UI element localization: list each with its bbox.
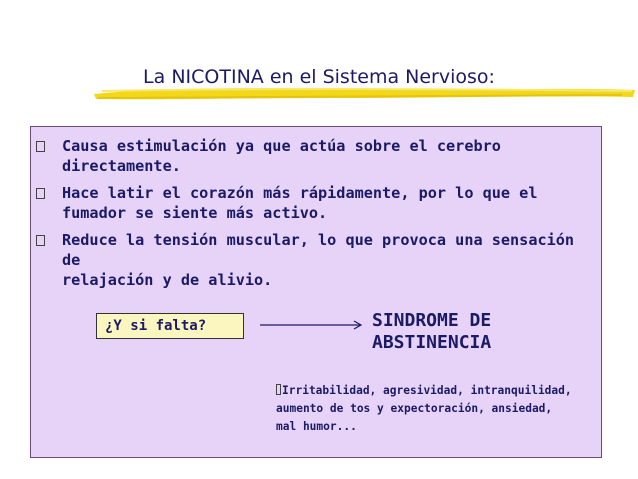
symptoms-text — [276, 382, 596, 436]
result-line: ABSTINENCIA — [372, 332, 492, 353]
symptoms-line: aumento de tos y expectoración, ansiedad, — [276, 402, 553, 415]
bullet-item — [36, 136, 596, 176]
slide-title: La NICOTINA en el Sistema Nervioso: — [143, 66, 495, 88]
bullet-marker-icon — [36, 141, 45, 152]
bullet-text: relajación y de alivio. — [62, 271, 273, 289]
symptoms-line: Irritabilidad, agresividad, intranquilidad, — [282, 384, 572, 397]
arrow-right-icon — [260, 318, 366, 332]
bullet-marker-icon — [36, 235, 45, 246]
bullet-item — [36, 183, 596, 223]
symptoms-line: mal humor... — [276, 420, 357, 433]
bullet-text: Reduce la tensión muscular, lo que provoca una sensación de — [62, 231, 575, 269]
bullet-text: Causa estimulación ya que actúa sobre el cerebro — [62, 137, 501, 155]
result-heading — [372, 310, 592, 354]
bullet-list — [36, 136, 596, 297]
bullet-text: Hace latir el corazón más rápidamente, por lo que el — [62, 184, 538, 202]
bullet-marker-icon — [276, 384, 281, 395]
bullet-text: fumador se siente más activo. — [62, 204, 328, 222]
bullet-item — [36, 230, 596, 290]
result-line: SINDROME DE — [372, 310, 492, 331]
bullet-text: directamente. — [62, 157, 181, 175]
bullet-marker-icon — [36, 188, 45, 199]
question-box: ¿Y si falta? — [96, 313, 244, 339]
